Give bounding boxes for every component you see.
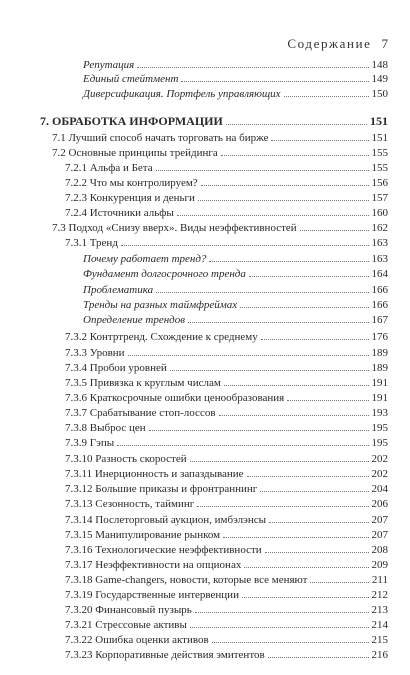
dot-leader: [260, 491, 368, 492]
dot-leader: [170, 370, 369, 371]
page-number: 7: [381, 36, 388, 51]
toc-entry-page: 156: [371, 177, 388, 189]
toc-entry-page: 212: [371, 589, 388, 601]
toc-entry-title: Единый стейтмент: [83, 74, 179, 85]
toc-entry: [40, 348, 388, 363]
toc-entry: [40, 605, 388, 620]
toc-entry-title: 7.3.5 Привязка к круглым числам: [65, 378, 221, 389]
toc-entry-page: 207: [371, 529, 388, 541]
dot-leader: [195, 612, 369, 613]
dot-leader: [156, 292, 368, 293]
toc-entry-page: 166: [371, 284, 388, 296]
dot-leader: [212, 642, 369, 643]
toc-entry-page: 155: [371, 162, 388, 174]
running-header-title: Содержание: [287, 36, 372, 51]
dot-leader: [128, 355, 369, 356]
toc-entry-page: 167: [371, 314, 388, 326]
dot-leader: [209, 261, 368, 262]
toc-entry-page: 157: [371, 192, 388, 204]
dot-leader: [190, 461, 369, 462]
toc-entry: [40, 115, 388, 130]
toc-entry: [40, 238, 388, 253]
toc-entry-page: 195: [371, 422, 388, 434]
toc-entry-title: 7.3.21 Стрессовые активы: [65, 620, 187, 631]
toc-entry-title: 7.3.14 Послеторговый аукцион, имбэлэнсы: [65, 515, 267, 526]
toc-entry-title: 7.3.10 Разность скоростей: [65, 454, 187, 465]
toc-entry-page: 163: [371, 253, 388, 265]
toc-entry: [40, 530, 388, 545]
dot-leader: [223, 537, 368, 538]
toc-entry-title: 7.3.8 Выброс цен: [65, 423, 146, 434]
toc-entry-page: 202: [371, 468, 388, 480]
toc-entry-title: Репутация: [83, 60, 135, 71]
toc-entry: [40, 590, 388, 605]
dot-leader: [188, 322, 368, 323]
toc-entry-page: 195: [371, 437, 388, 449]
toc-entry-title: 7.3.19 Государственные интервенции: [65, 590, 239, 601]
dot-leader: [149, 430, 369, 431]
toc-entry-title: 7.3.11 Инерционность и запаздывание: [65, 469, 244, 480]
toc-entry-title: 7.3.22 Ошибка оценки активов: [65, 635, 209, 646]
toc-entry-page: 207: [371, 514, 388, 526]
dot-leader: [269, 522, 368, 523]
toc-entry: [40, 620, 388, 635]
toc-entry: [40, 315, 388, 330]
toc-entry-title: 7.3.23 Корпоративные действия эмитентов: [65, 650, 265, 661]
toc-entry-page: 176: [371, 331, 388, 343]
toc-entry: [40, 393, 388, 408]
toc-entry-title: 7.3.20 Финансовый пузырь: [65, 605, 192, 616]
dot-leader: [197, 506, 368, 507]
toc-entry-title: 7.2.3 Конкуренция и деньги: [65, 193, 195, 204]
dot-leader: [300, 230, 369, 231]
toc-entry-title: 7.2.1 Альфа и Бета: [65, 163, 153, 174]
dot-leader: [190, 627, 369, 628]
toc-entry-title: 7.3.16 Технологические неэффективности: [65, 545, 262, 556]
toc-entry-title: 7.2.4 Источники альфы: [65, 208, 174, 219]
toc-entry-title: Определение трендов: [83, 315, 186, 326]
toc-entry-page: 163: [371, 237, 388, 249]
toc-entry-page: 189: [371, 347, 388, 359]
toc-entry: [40, 300, 388, 315]
toc-entry-title: 7.3.13 Сезонность, тайминг: [65, 499, 195, 510]
toc-entry: [40, 74, 388, 89]
dot-leader: [221, 155, 369, 156]
dot-leader: [265, 552, 369, 553]
toc-entry: [40, 208, 388, 223]
toc-entry: [40, 193, 388, 208]
toc-entry: [40, 545, 388, 560]
toc-entry-title: 7.3.15 Манипулирование рынком: [65, 530, 221, 541]
toc-entry-page: 215: [371, 634, 388, 646]
toc-entry-page: 191: [371, 392, 388, 404]
dot-leader: [287, 400, 368, 401]
toc-entry: [40, 408, 388, 423]
toc-entry-page: 150: [371, 88, 388, 100]
toc-entry-title: Почему работает тренд?: [83, 254, 207, 265]
toc-entry-title: 7.3.7 Срабатывание стоп-лоссов: [65, 408, 216, 419]
dot-leader: [181, 81, 368, 82]
toc-entry-page: 209: [371, 559, 388, 571]
toc-entry-page: 191: [371, 377, 388, 389]
toc-entry-title: 7.2.2 Что мы контролируем?: [65, 178, 198, 189]
toc-entry-title: 7.2 Основные принципы трейдинга: [52, 148, 218, 159]
toc-entry-title: 7.3 Подход «Снизу вверх». Виды неэффективностей: [52, 223, 297, 234]
dot-leader: [198, 200, 369, 201]
toc-entry: [40, 423, 388, 438]
dot-leader: [201, 185, 369, 186]
toc-entry-title: 7.3.3 Уровни: [65, 348, 125, 359]
dot-leader: [249, 276, 369, 277]
toc-entry: [40, 469, 388, 484]
toc-entry-page: 151: [371, 132, 388, 144]
dot-leader: [247, 476, 369, 477]
toc-entry-title: 7.3.17 Неэффективности на опционах: [65, 560, 242, 571]
toc-entry-title: 7.3.4 Пробои уровней: [65, 363, 167, 374]
toc-entry-title: 7.3.12 Большие приказы и фронтраннинг: [65, 484, 258, 495]
toc-entry-title: 7. ОБРАБОТКА ИНФОРМАЦИИ: [40, 115, 223, 127]
toc-entry-page: 160: [371, 207, 388, 219]
toc-entry: [40, 163, 388, 178]
dot-leader: [240, 307, 368, 308]
toc-entry: [40, 378, 388, 393]
toc-entry: [40, 560, 388, 575]
dot-leader: [310, 582, 369, 583]
dot-leader: [261, 339, 369, 340]
toc-entry-page: 202: [371, 453, 388, 465]
toc-entry: [40, 60, 388, 75]
toc-entry: [40, 148, 388, 163]
toc-entry-title: Тренды на разных таймфреймах: [83, 300, 238, 311]
toc-entry-title: Проблематика: [83, 285, 154, 296]
toc-entry: [40, 363, 388, 378]
toc-entry-title: 7.3.1 Тренд: [65, 238, 118, 249]
toc-entry-page: 151: [370, 114, 388, 128]
toc-entry-page: 204: [371, 483, 388, 495]
toc-entry: [40, 285, 388, 300]
toc-entry-page: 214: [371, 619, 388, 631]
toc-entry-title: Диверсификация. Портфель управляющих: [83, 89, 281, 100]
toc-entry: [40, 454, 388, 469]
toc-entry: [40, 89, 388, 104]
toc-entry: [40, 254, 388, 269]
toc-entry: [40, 499, 388, 514]
dot-leader: [226, 124, 367, 125]
toc-entry: [40, 438, 388, 453]
toc-entry-page: 155: [371, 147, 388, 159]
toc-entry: [40, 484, 388, 499]
toc-entry-page: 148: [371, 59, 388, 71]
toc-entry-title: 7.3.9 Гэпы: [65, 438, 115, 449]
toc-entry-title: 7.3.18 Game-changers, новости, которые все меняют: [65, 575, 308, 586]
toc-entry: [40, 223, 388, 238]
toc-entry-page: 162: [371, 222, 388, 234]
toc-entry: [40, 575, 388, 590]
toc-entry: [40, 332, 388, 347]
dot-leader: [219, 415, 369, 416]
toc-entry-page: 149: [371, 73, 388, 85]
toc-entry-page: 189: [371, 362, 388, 374]
dot-leader: [224, 385, 369, 386]
toc-entry-page: 164: [371, 268, 388, 280]
toc-entry: [40, 650, 388, 665]
dot-leader: [177, 215, 369, 216]
toc-entry: [40, 635, 388, 650]
toc-entry-page: 213: [371, 604, 388, 616]
dot-leader: [244, 567, 368, 568]
dot-leader: [137, 67, 368, 68]
toc-entry-page: 193: [371, 407, 388, 419]
dot-leader: [121, 245, 369, 246]
toc-entry: [40, 515, 388, 530]
toc-entry-title: Фундамент долгосрочного тренда: [83, 269, 246, 280]
dot-leader: [268, 657, 369, 658]
toc-entry: [40, 178, 388, 193]
toc-entry-title: 7.1 Лучший способ начать торговать на бирже: [52, 133, 269, 144]
dot-leader: [242, 597, 369, 598]
toc-entry-page: 166: [371, 299, 388, 311]
toc-entry-title: 7.3.2 Контртренд. Схождение к среднему: [65, 332, 258, 343]
toc-entry: [40, 269, 388, 284]
toc-entry: [40, 133, 388, 148]
dot-leader: [271, 140, 368, 141]
running-header: [287, 36, 388, 52]
toc-entry-page: 208: [371, 544, 388, 556]
toc-entry-title: 7.3.6 Краткосрочные ошибки ценообразования: [65, 393, 285, 404]
toc-entry-page: 206: [371, 498, 388, 510]
dot-leader: [156, 170, 369, 171]
toc-entry-page: 211: [371, 574, 388, 586]
dot-leader: [117, 445, 368, 446]
dot-leader: [284, 96, 369, 97]
toc-entry-page: 216: [371, 649, 388, 661]
